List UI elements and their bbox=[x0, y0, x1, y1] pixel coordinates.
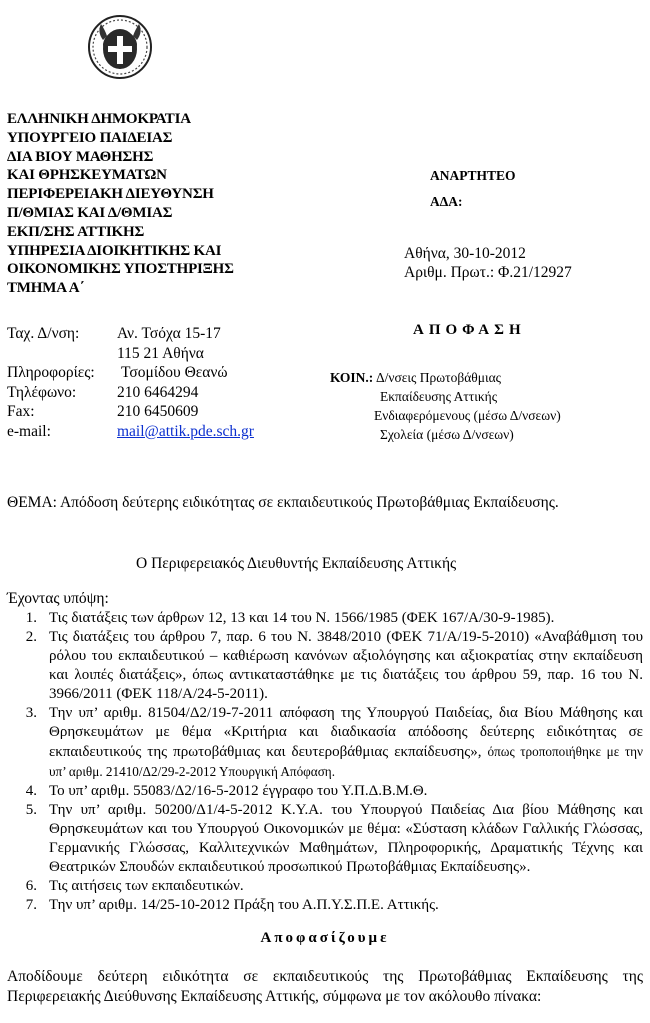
header-line: ΟΙΚΟΝΟΜΙΚΗΣ ΥΠΟΣΤΗΡΙΞΗΣ bbox=[7, 261, 234, 278]
item-text: Την υπ’ αριθμ. 50200/Δ1/4-5-2012 Κ.Υ.Α. του Υπουργού Παιδείας Δια βίου Μάθησης και Θρησκευμάτων και του Υπουργού Οικονομικών με θέμα: «Σύσταση κλάδων Γαλλικής Γλώσσας, Γερμανικής Γλώσσας, Καλλιτεχνικών Μαθημάτων, Πληροφορικής, Δραματικής Τέχνης και Θεατρικών Σπουδών εκπαιδευτικού προσωπικού Πρωτοβάθμιας Εκπαίδευσης». bbox=[49, 802, 643, 875]
header-line: ΥΠΗΡΕΣΙΑ ΔΙΟΙΚΗΤΙΚΗΣ ΚΑΙ bbox=[7, 242, 222, 259]
list-item bbox=[7, 877, 643, 896]
ada-label: ΑΔΑ: bbox=[430, 194, 463, 209]
item-number: 7. bbox=[25, 897, 37, 913]
address-label: Ταχ. Δ/νση: bbox=[7, 325, 80, 342]
item-text: Τις διατάξεις των άρθρων 12, 13 και 14 του Ν. 1566/1985 (ΦΕΚ 167/Α/30-9-1985). bbox=[49, 610, 555, 626]
decision-title: ΑΠΟΦΑΣΗ bbox=[413, 322, 526, 338]
having-in-mind-label: Έχοντας υπόψη: bbox=[7, 590, 109, 607]
header-line: ΥΠΟΥΡΓΕΙΟ ΠΑΙΔΕΙΑΣ bbox=[7, 129, 173, 146]
fax-label: Fax: bbox=[7, 403, 35, 420]
koin-line: Δ/νσεις Πρωτοβάθμιας bbox=[375, 370, 502, 385]
fax-value: 210 6450609 bbox=[117, 403, 199, 420]
list-item bbox=[7, 896, 643, 915]
subject-line: ΘΕΜΑ: Απόδοση δεύτερης ειδικότητας σε εκπαιδευτικούς Πρωτοβάθμιας Εκπαίδευσης. bbox=[7, 494, 559, 511]
header-line: ΕΚΠ/ΣΗΣ ΑΤΤΙΚΗΣ bbox=[7, 223, 145, 240]
koin-label: ΚΟΙΝ.: bbox=[330, 370, 374, 385]
item-text: Το υπ’ αριθμ. 55083/Δ2/16-5-2012 έγγραφο του Υ.Π.Δ.Β.Μ.Θ. bbox=[49, 783, 428, 799]
list-item bbox=[7, 704, 643, 782]
email-label: e-mail: bbox=[7, 422, 51, 440]
item-number: 1. bbox=[25, 610, 37, 626]
koin-line: Εκπαίδευσης Αττικής bbox=[380, 389, 498, 404]
document-date: Αθήνα, 30-10-2012 bbox=[404, 245, 526, 262]
header-line: ΚΑΙ ΘΡΗΣΚΕΥΜΑΤΩΝ bbox=[7, 167, 167, 184]
anartiteo-label: ΑΝΑΡΤΗΤΕΟ bbox=[430, 168, 516, 183]
info-value: Τσομίδου Θεανώ bbox=[121, 364, 228, 381]
header-line: ΠΕΡΙΦΕΡΕΙΑΚΗ ΔΙΕΥΘΥΝΣΗ bbox=[7, 186, 214, 203]
header-line: ΤΜΗΜΑ Α΄ bbox=[7, 280, 85, 297]
item-number: 5. bbox=[25, 802, 37, 818]
header-line: ΔΙΑ ΒΙΟΥ ΜΑΘΗΣΗΣ bbox=[7, 148, 154, 165]
item-number: 4. bbox=[25, 783, 37, 799]
final-paragraph: Αποδίδουμε δεύτερη ειδικότητα σε εκπαιδευτικούς της Πρωτοβάθμιας Εκπαίδευσης της Περιφερειακής Διεύθυνσης Εκπαίδευσης Αττικής, σύμφωνα με τον ακόλουθο πίνακα: bbox=[7, 968, 643, 1005]
item-text: Την υπ’ αριθμ. 81504/Δ2/19-7-2011 απόφαση της Υπουργού Παιδείας, δια Βίου Μάθησης και Θρησκευμάτων με θέμα «Κριτήρια και διαδικασία απόδοσης δεύτερης ειδικότητας σε εκπαιδευτικούς της πρωτοβάθμιας και δευτεροβάθμιας εκπαίδευσης», bbox=[49, 705, 643, 760]
item-number: 2. bbox=[25, 629, 37, 645]
item-text: Τις διατάξεις του άρθρου 7, παρ. 6 του Ν. 3848/2010 (ΦΕΚ 71/Α/19-5-2010) «Αναβάθμιση του ρόλου του εκπαιδευτικού – καθιέρωση κανόνων αξιολόγησης και αξιοκρατίας στην εκπαίδευση και λοιπές διατάξεις», όπως αντικαταστάθηκε με τις διατάξεις του άρθρου 59, παρ. 16 του Ν. 3966/2011 (ΦΕΚ 118/Α/24-5-2011). bbox=[49, 629, 643, 702]
koin-block bbox=[330, 368, 561, 444]
item-text: Την υπ’ αριθμ. 14/25-10-2012 Πράξη του Α.Π.Υ.Σ.Π.Ε. Αττικής. bbox=[49, 897, 439, 913]
contact-info bbox=[7, 324, 254, 441]
protocol-number: Αριθμ. Πρωτ.: Φ.21/12927 bbox=[404, 264, 572, 281]
item-number: 6. bbox=[25, 878, 37, 894]
ministry-header bbox=[7, 110, 307, 298]
koin-line: Ενδιαφερόμενους (μέσω Δ/νσεων) bbox=[374, 408, 561, 423]
info-label: Πληροφορίες: bbox=[7, 364, 95, 381]
list-item bbox=[7, 782, 643, 801]
list-item bbox=[7, 609, 643, 628]
greek-emblem-icon bbox=[87, 14, 153, 80]
list-item bbox=[7, 628, 643, 704]
date-protocol-block bbox=[404, 244, 572, 282]
item-number: 3. bbox=[25, 705, 37, 721]
list-item bbox=[7, 801, 643, 877]
item-text-tail: όπως τροποποιήθηκε με την υπ’ αριθμ. 21410/Δ2/29-2-2012 Υπουργική Απόφαση. bbox=[49, 744, 643, 779]
address-line-1: Αν. Τσόχα 15-17 bbox=[117, 325, 221, 342]
koin-line: Σχολεία (μέσω Δ/νσεων) bbox=[380, 427, 514, 442]
address-line-2: 115 21 Αθήνα bbox=[117, 344, 204, 362]
email-link[interactable]: mail@attik.pde.sch.gr bbox=[117, 422, 254, 440]
header-line: ΕΛΛΗΝΙΚΗ ΔΗΜΟΚΡΑΤΙΑ bbox=[7, 111, 191, 127]
header-line: Π/ΘΜΙΑΣ ΚΑΙ Δ/ΘΜΙΑΣ bbox=[7, 204, 173, 221]
decide-title: Αποφασίζουμε bbox=[260, 930, 390, 946]
phone-label: Τηλέφωνο: bbox=[7, 383, 77, 401]
director-title: Ο Περιφερειακός Διευθυντής Εκπαίδευσης Αττικής bbox=[136, 555, 457, 572]
considerations-list bbox=[7, 609, 643, 915]
phone-value: 210 6464294 bbox=[117, 383, 199, 401]
item-text: Τις αιτήσεις των εκπαιδευτικών. bbox=[49, 878, 244, 894]
